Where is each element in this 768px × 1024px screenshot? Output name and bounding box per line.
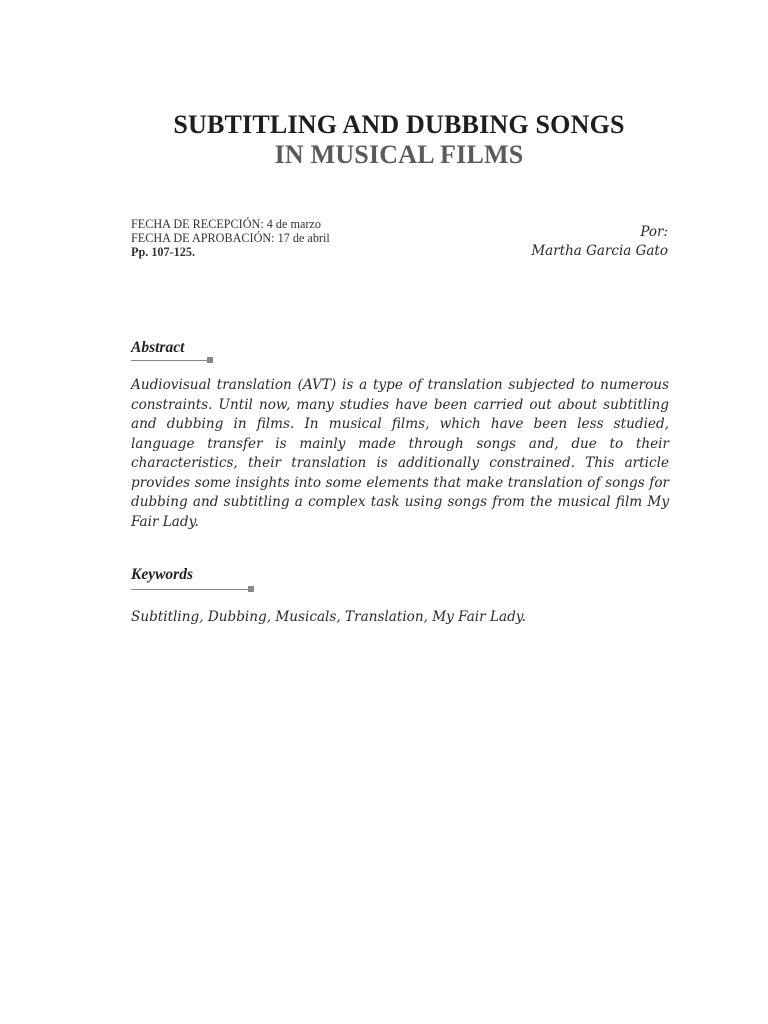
author-by-label: Por: xyxy=(640,224,668,240)
article-metadata xyxy=(131,217,330,259)
abstract-heading: Abstract xyxy=(131,339,185,356)
approval-date-value: 17 de abril xyxy=(277,231,330,245)
reception-date-value: 4 de marzo xyxy=(266,217,321,231)
article-subtitle: IN MUSICAL FILMS xyxy=(274,140,524,169)
reception-date-row xyxy=(131,217,330,231)
abstract-heading-rule xyxy=(131,360,207,361)
abstract-heading-marker xyxy=(207,357,213,363)
keywords-heading: Keywords xyxy=(131,566,193,583)
article-title: SUBTITLING AND DUBBING SONGS xyxy=(173,110,625,139)
approval-date-row xyxy=(131,231,330,245)
reception-date-label: FECHA DE RECEPCIÓN: xyxy=(131,217,264,231)
keywords-heading-marker xyxy=(248,586,254,592)
approval-date-label: FECHA DE APROBACIÓN: xyxy=(131,231,275,245)
keywords-text: Subtitling, Dubbing, Musicals, Translation, My Fair Lady. xyxy=(131,609,526,625)
page-range: Pp. 107-125. xyxy=(131,245,195,259)
keywords-heading-rule xyxy=(131,589,249,590)
author-name: Martha Garcia Gato xyxy=(531,243,668,259)
author-block xyxy=(531,223,668,261)
abstract-text: Audiovisual translation (AVT) is a type of translation subjected to numerous constraints. Until now, many studies have been carried out about subtitling and dubbing in films. In musical films, which have been less studied, language transfer is mainly made through songs and, due to their characteristics, their translation is additionally constrained. This article provides some insights into some elements that make translation of songs for dubbing and subtitling a complex task using songs from the musical film My Fair Lady. xyxy=(131,377,669,530)
